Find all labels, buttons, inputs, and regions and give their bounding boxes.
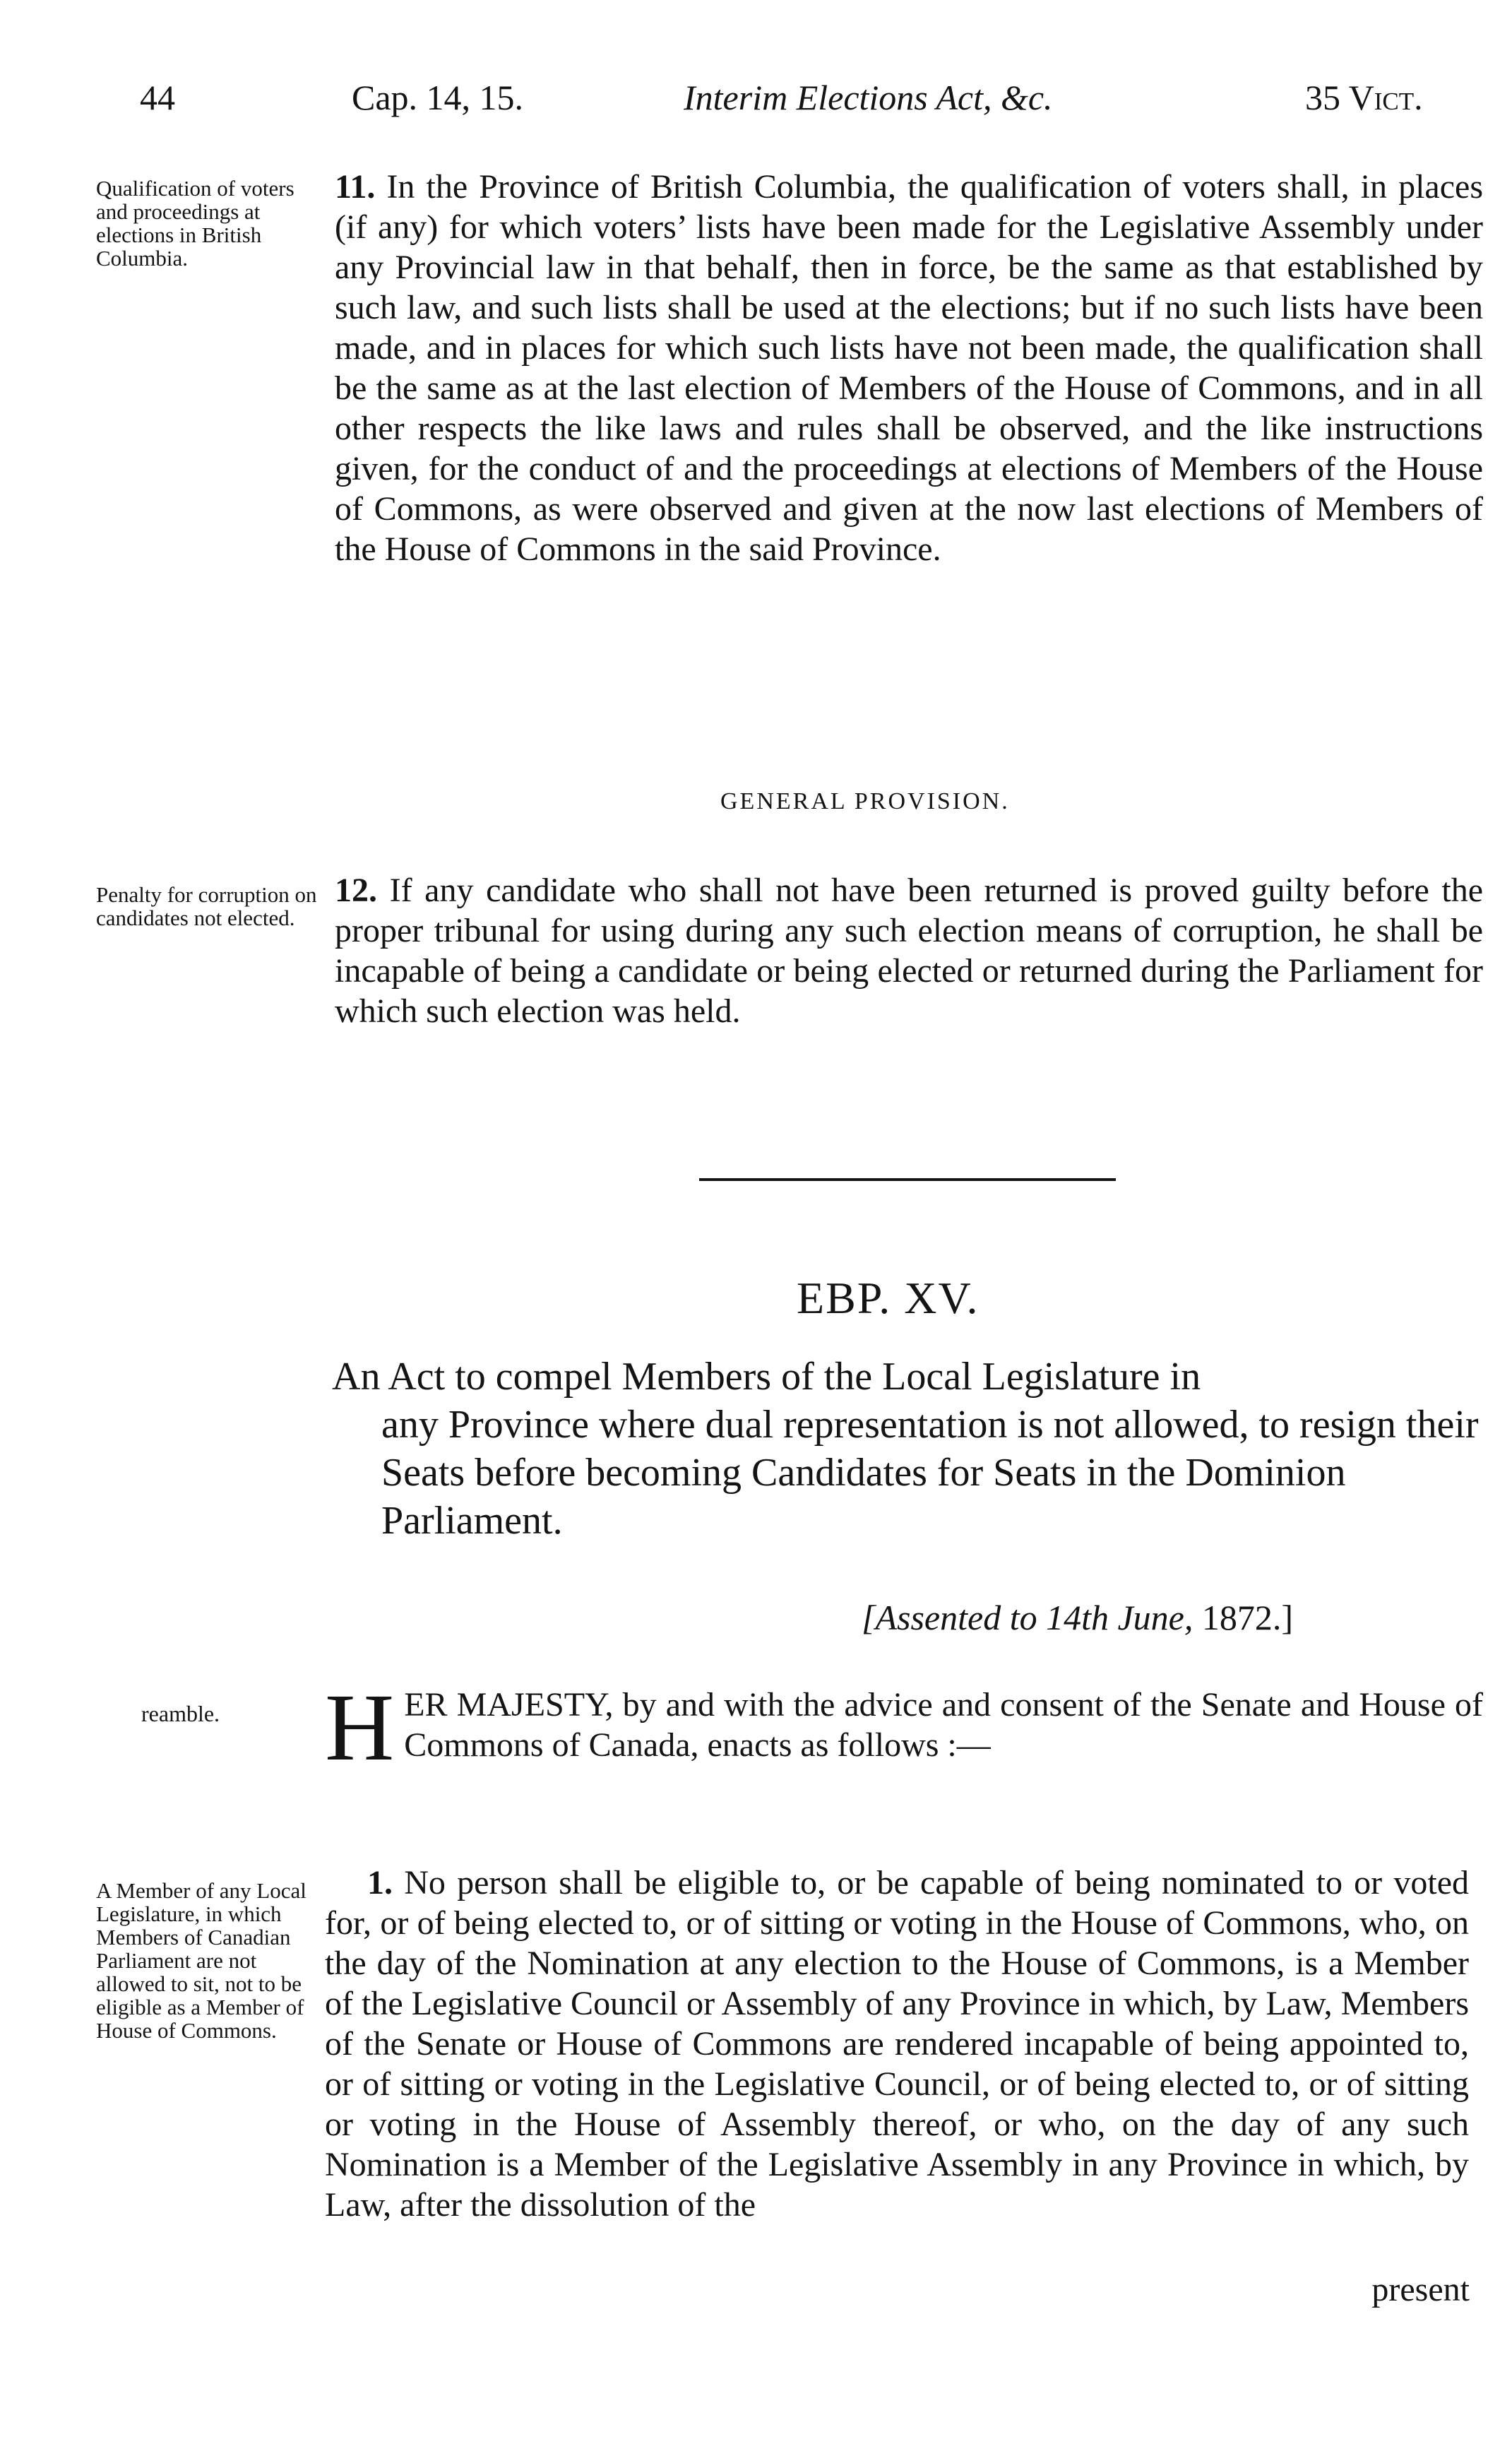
margin-note-section-1 xyxy=(96,1879,322,2042)
section-text: If any candidate who shall not have been returned is proved guilty before the proper tribunal for using during any such election means of corruption, he shall be incapable of being a candidate or being elected or returned during the Parliament for which such election was held. xyxy=(335,872,1484,1030)
running-head-chapter: Cap. 14, 15. xyxy=(352,78,524,117)
section-text: In the Province of British Columbia, the qualification of voters shall, in places (if any) for which voters’ lists have been made for the Legislative Assembly under any Provincial law in that behalf, then in force, be the same as that established by such law, and such lists shall be used at the elections; but if no such lists have been made, and in places for which such lists have not been made, the qualification shall be the same as at the last election of Members of the House of Commons, and in all other respects the like laws and rules shall be observed, and the like instructions given, for the conduct of and the proceedings at elections of Members of the House of Commons, as were observed and given at the now last elections of Members of the House of Commons in the said Province. xyxy=(335,168,1483,568)
page-number: 44 xyxy=(140,78,175,117)
margin-note-text: reamble. xyxy=(141,1701,220,1726)
margin-note-section-12 xyxy=(96,883,329,930)
margin-note-preamble xyxy=(141,1702,282,1726)
general-provision-heading: GENERAL PROVISION. xyxy=(720,788,1010,814)
margin-note-text: Penalty for corruption on candidates not elected. xyxy=(96,882,317,930)
section-11 xyxy=(335,167,1483,569)
section-number: 11. xyxy=(335,168,376,206)
act-title-continuation: any Province where dual representation is not allowed, to resign their Seats before becoming Candidates for Seats in the Dominion Parliament. xyxy=(381,1403,1479,1543)
section-12 xyxy=(335,870,1483,1031)
act-long-title xyxy=(332,1353,1490,1545)
section-12-paragraph xyxy=(335,870,1483,1031)
section-divider-rule xyxy=(699,1178,1116,1181)
section-1 xyxy=(325,1863,1469,2225)
margin-note-text: Qualification of voters and proceedings at elections in British Columbia. xyxy=(96,176,294,271)
running-head-regnal-year xyxy=(1305,76,1423,119)
preamble xyxy=(325,1675,1483,1781)
preamble-text: ER MAJESTY, by and with the advice and consent of the Senate and House of Commons of Canada, enacts as follows :— xyxy=(404,1686,1483,1764)
assent-prefix: [Assented to xyxy=(862,1598,1047,1637)
drop-cap: H xyxy=(325,1675,395,1781)
margin-note-text: A Member of any Local Legislature, in which Members of Canadian Parliament are not allowed to sit, not to be eligible as a Member of House of Commons. xyxy=(96,1878,306,2043)
margin-note-section-11 xyxy=(96,177,329,270)
assent-line xyxy=(862,1596,1293,1639)
assent-year: 1872.] xyxy=(1193,1598,1294,1637)
chapter-heading: EBP. XV. xyxy=(797,1273,980,1323)
section-number: 1. xyxy=(367,1864,393,1901)
section-1-paragraph xyxy=(325,1863,1469,2225)
section-text: No person shall be eligible to, or be capable of being nominated to or voted for, or of being elected to, or of sitting or voting in the House of Commons, who, on the day of the Nomination at any election to the House of Commons, is a Member of the Legislative Council or Assembly of any Province in which, by Law, Members of the Senate or House of Commons are rendered incapable of being appointed to, or of sitting or voting in the Legislative Council, or of being elected to, or of sitting or voting in the House of Assembly thereof, or who, on the day of any such Nomination is a Member of the Legislative Assembly in any Province in which, by Law, after the dissolution of the xyxy=(325,1864,1470,2224)
assent-date: 14th June, xyxy=(1046,1598,1193,1637)
act-title-line-1: An Act to compel Members of the Local Legislature in xyxy=(332,1355,1201,1399)
regnal-year-text: 35 Vict. xyxy=(1305,78,1423,117)
running-head-title: Interim Elections Act, &c. xyxy=(684,78,1053,117)
section-number: 12. xyxy=(335,872,377,909)
catchword: present xyxy=(1371,2271,1470,2308)
section-11-paragraph xyxy=(335,167,1483,569)
